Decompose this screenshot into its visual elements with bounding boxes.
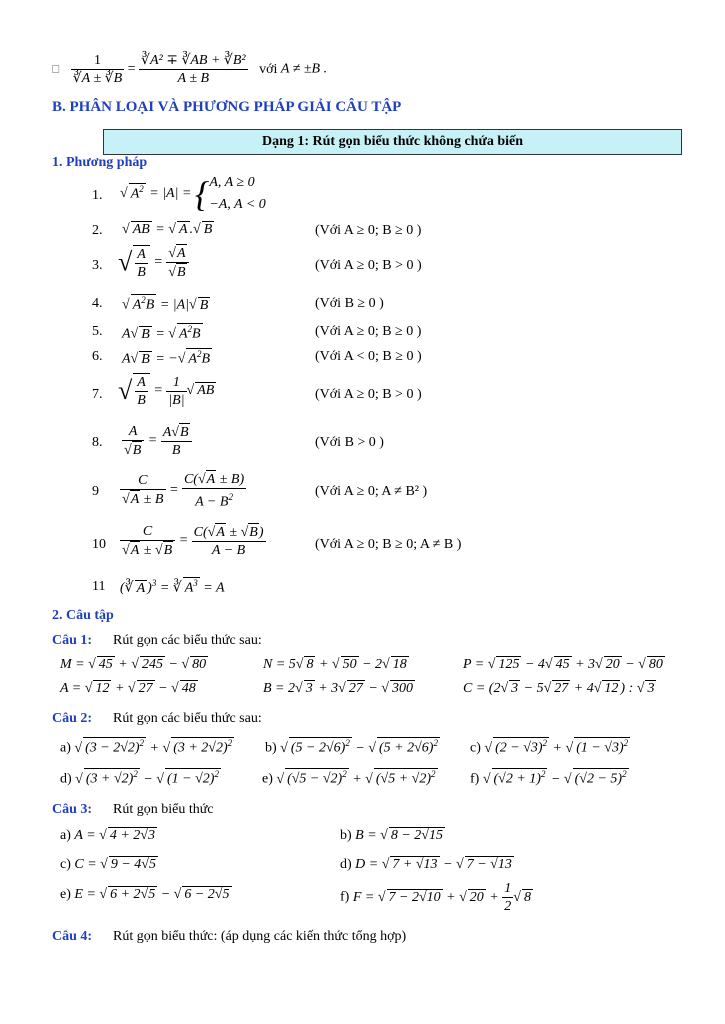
formula-condition: (Với B > 0 ) (315, 435, 384, 450)
section-b-title: B. PHÂN LOẠI VÀ PHƯƠNG PHÁP GIẢI CÂU TẬP (52, 99, 402, 115)
question-text: Rút gọn biểu thức: (áp dụng các kiến thức tổng hợp) (113, 929, 407, 944)
formula-4: √ $A^2B = |A|√$ B (122, 295, 209, 313)
formula-6: A√ B = −√ $A^2B$ (122, 349, 211, 367)
formula-number: 7. (92, 387, 103, 402)
question-label: Câu 3: (52, 802, 93, 817)
formula-condition: (Với A ≥ 0; B ≥ 0 ) (315, 324, 422, 339)
formula-number: 2. (92, 223, 103, 238)
q3-expr-e: e) E = √ 6 + 2√5 − √ 6 − 2√5 (60, 887, 230, 902)
q2-expr-a: a) √ $(3 - 2√2)^2$ + √ $(3 + 2√2)^2$ (60, 738, 233, 756)
question-label: Câu 1: (52, 633, 93, 648)
formula-number: 9 (92, 484, 99, 499)
formula-number: 3. (92, 258, 103, 273)
q3-expr-c: c) C = √ 9 − 4√5 (60, 857, 156, 872)
question-text: Rút gọn các biểu thức sau: (113, 633, 262, 648)
question-text: Rút gọn các biểu thức sau: (113, 711, 262, 726)
question-text: Rút gọn biểu thức (113, 802, 214, 817)
formula-11: (∛ A )$^3$ = ∛ $A^3 = A$ (120, 578, 225, 596)
q2-expr-e: e) √ $(√5 - √2)^2$ + √ $(√5 + √2)^2$ (262, 769, 436, 787)
q3-expr-a: a) A = √ 4 + 2√3 (60, 828, 155, 843)
formula-condition: (Với A ≥ 0; B ≥ 0; A ≠ B ) (315, 537, 462, 552)
q1-expr-n: N = 5√ 8 + √ 50 − 2√ 18 (263, 657, 407, 672)
formula-number: 10 (92, 537, 106, 552)
formula-condition: (Với A ≥ 0; B > 0 ) (315, 258, 422, 273)
formula-10: $\frac{C}{√A \pm √B}$ = $\frac{C(√A \pm √B)}{A - B}$ (122, 524, 264, 558)
q1-expr-b: B = 2√ 3 + 3√ 27 − √ 300 (263, 681, 413, 696)
formula-7: √ $\frac{A}{B}$ = $\frac{1}{|B|}$ √ AB (118, 374, 215, 408)
formula-condition: (Với A ≥ 0; A ≠ B² ) (315, 484, 428, 499)
formula-condition: (Với A ≥ 0; B > 0 ) (315, 387, 422, 402)
formula-3: √ $\frac{A}{B}$ = $\frac{√A}{√B}$ (118, 244, 189, 281)
formula-2: √ AB = √ A .√ B (122, 222, 213, 237)
q2-expr-c: c) √ $(2 - √3)^2$ + √ $(1 - √3)^2$ (470, 738, 629, 756)
question-label: Câu 4: (52, 929, 93, 944)
method-title: 1. Phương pháp (52, 155, 148, 170)
formula-number: 8. (92, 435, 103, 450)
formula-1: √ $A^2 = |A| = \{A$, A ≥ 0 −A, A < 0 (120, 174, 266, 214)
formula-number: 11 (92, 579, 106, 594)
q1-expr-m: M = √ 45 + √ 245 − √ 80 (60, 657, 207, 672)
q2-expr-f: f) √ $(√2 + 1)^2$ − √ $(√2 - 5)^2$ (470, 769, 627, 787)
q2-expr-d: d) √ $(3 + √2)^2$ − √ $(1 - √2)^2$ (60, 769, 219, 787)
q2-expr-b: b) √ $(5 - 2√6)^2$ − √ $(5 + 2√6)^2$ (265, 738, 438, 756)
question-label: Câu 2: (52, 711, 93, 726)
formula-number: 5. (92, 324, 103, 339)
q3-expr-d: d) D = √ 7 + √13 − √ 7 − √13 (340, 857, 512, 872)
exercises-title: 2. Câu tập (52, 608, 114, 623)
bullet-icon: □ (52, 61, 60, 76)
q1-expr-a: A = √ 12 + √ 27 − √ 48 (60, 681, 196, 696)
formula-condition: (Với A < 0; B ≥ 0 ) (315, 349, 422, 364)
formula-5: A√ B = √ $A^2B$ (122, 324, 201, 342)
formula-condition: (Với B ≥ 0 ) (315, 296, 384, 311)
formula-9: $\frac{C}{√A \pm B}$ = $\frac{C(√A \pm B)}{A - B^2}$ (122, 472, 245, 510)
type-banner: Dạng 1: Rút gọn biểu thức không chứa biến (103, 129, 682, 155)
formula-number: 1. (92, 188, 103, 203)
q1-expr-c: C = (2√ 3 − 5√ 27 + 4√ 12 ) : √ 3 (463, 681, 655, 696)
q1-expr-p: P = √ 125 − 4√ 45 + 3√ 20 − √ 80 (463, 657, 663, 672)
q3-expr-f: f) F = √ 7 − 2√10 + √ 20 + $\frac{1}{2}$ √ 8 (340, 881, 531, 914)
q3-expr-b: b) B = √ 8 − 2√15 (340, 828, 443, 843)
formula-number: 4. (92, 296, 103, 311)
formula-8: $\frac{A}{√B}$ = $\frac{A√B}{B}$ (122, 423, 192, 459)
header-formula: □ $\frac{1}{∛A \pm ∛B}$ = $\frac{\text{∛A² ∓ ∛AB + ∛B²}}{A \pm B}$ với A ≠ ±B . (52, 53, 328, 86)
formula-number: 6. (92, 349, 103, 364)
formula-condition: (Với A ≥ 0; B ≥ 0 ) (315, 223, 422, 238)
